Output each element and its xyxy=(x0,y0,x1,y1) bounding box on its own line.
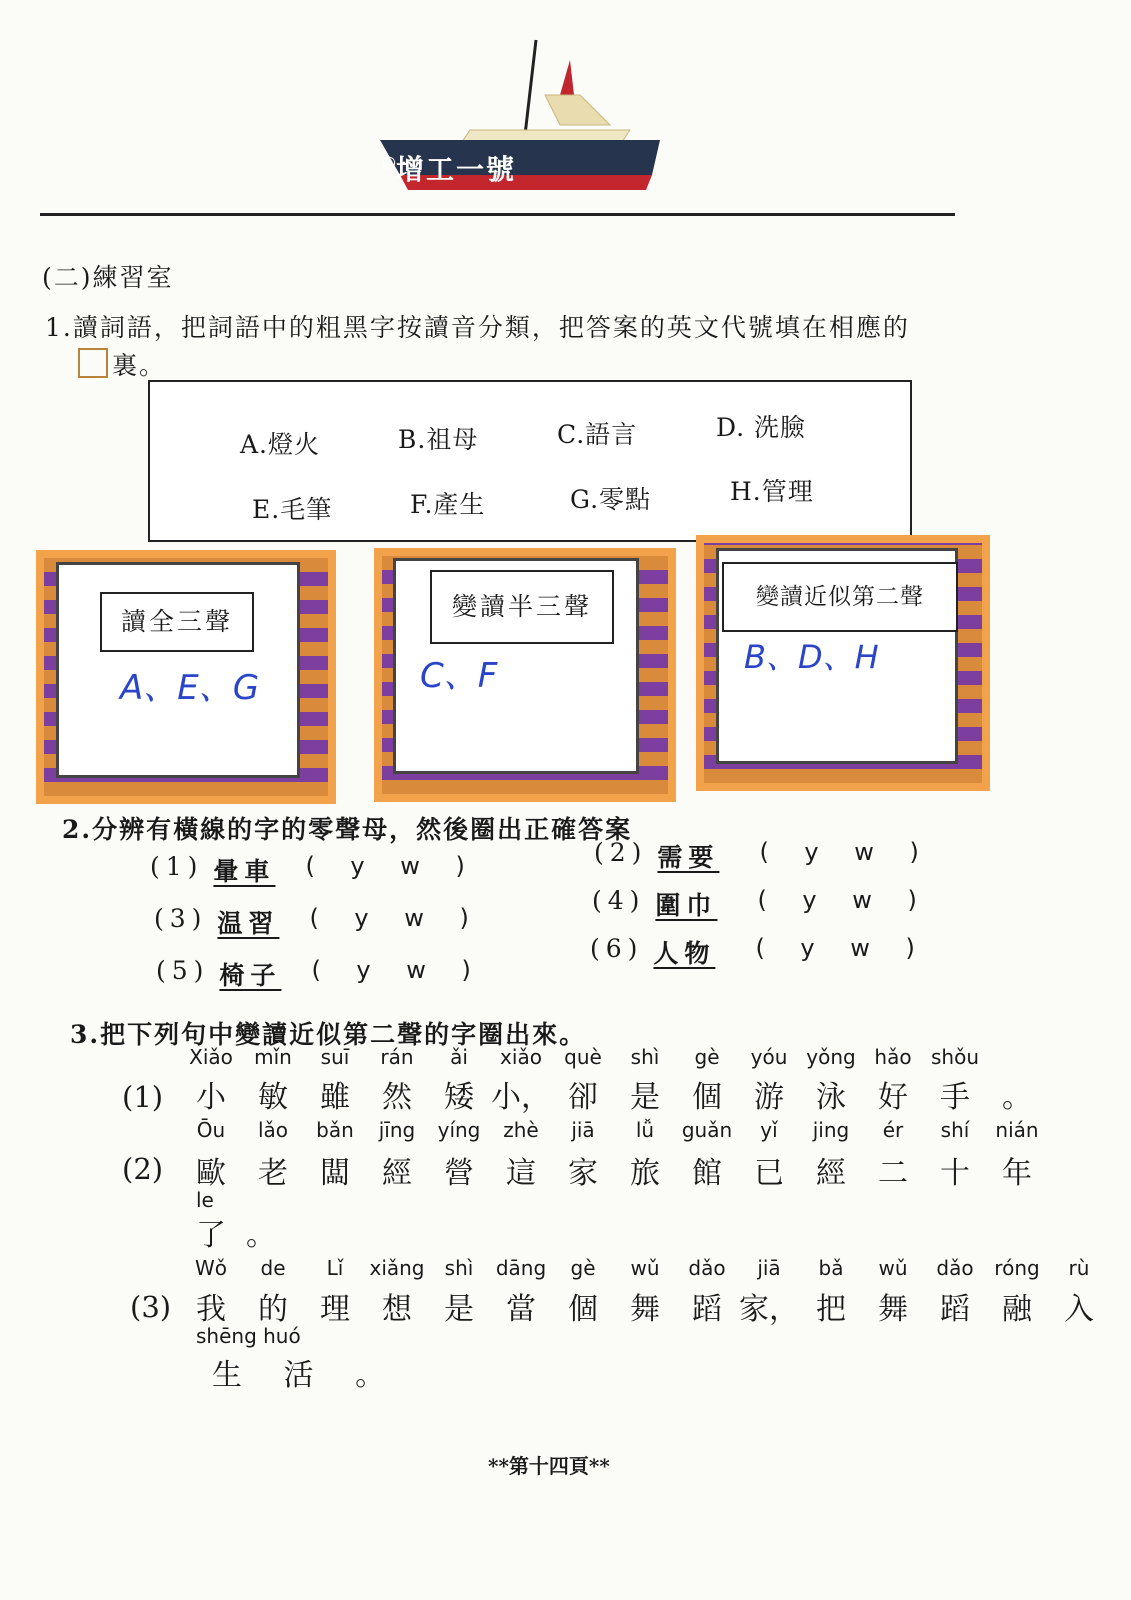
pinyin: shǒu xyxy=(930,1045,979,1069)
hanzi: 把 xyxy=(816,1292,846,1327)
q2-item-word: 圍巾 xyxy=(655,891,718,920)
hanzi: 雖 xyxy=(320,1080,350,1115)
pinyin: ér xyxy=(882,1118,904,1142)
pinyin: wǔ xyxy=(878,1256,908,1280)
pinyin: dǎo xyxy=(688,1256,726,1280)
hanzi: 的 xyxy=(258,1292,288,1327)
pinyin: yíng xyxy=(437,1118,481,1142)
hanzi: 營 xyxy=(444,1156,474,1191)
q2-item-1 xyxy=(150,852,479,888)
pinyin: xiǎo xyxy=(500,1045,542,1069)
hanzi: 是 xyxy=(630,1080,660,1115)
category-answer-1: A、E、G xyxy=(120,668,260,708)
q2-item-choice: ( y w ) xyxy=(757,886,931,914)
s1-pinyin-row xyxy=(180,1045,986,1069)
pinyin: mǐn xyxy=(254,1045,292,1069)
hanzi: 經 xyxy=(382,1156,412,1191)
q2-item-choice: ( y w ) xyxy=(755,934,929,962)
hanzi: 旅 xyxy=(630,1156,660,1191)
pinyin: xiǎng xyxy=(369,1256,425,1280)
q3-instruction: 3.把下列句中變讀近似第二聲的字圈出來。 xyxy=(70,1020,587,1049)
pinyin: yǒng xyxy=(806,1045,856,1069)
hanzi: 小， xyxy=(491,1080,551,1115)
hanzi: 已 xyxy=(754,1156,784,1191)
q2-item-4 xyxy=(592,886,931,922)
hanzi: 闆 xyxy=(320,1156,350,1191)
pinyin: wǔ xyxy=(630,1256,660,1280)
q2-item-word: 椅子 xyxy=(219,961,282,990)
pinyin: nián xyxy=(995,1118,1039,1142)
hanzi: 是 xyxy=(444,1292,474,1327)
pinyin: rù xyxy=(1068,1256,1090,1280)
option-b: B.祖母 xyxy=(398,425,479,454)
hanzi: 好 xyxy=(878,1080,908,1115)
hanzi: 。 xyxy=(1002,1080,1032,1115)
q2-item-num: (4) xyxy=(592,886,646,915)
header-divider xyxy=(40,213,955,216)
q1-instruction-cont: 裏。 xyxy=(112,351,167,380)
hanzi: 泳 xyxy=(816,1080,846,1115)
hanzi: 當 xyxy=(506,1292,536,1327)
hanzi: 二 xyxy=(878,1156,908,1191)
category-answer-2: C、F xyxy=(420,656,498,696)
pinyin: bǎn xyxy=(316,1118,354,1142)
pinyin: Ōu xyxy=(196,1118,226,1142)
q2-item-5 xyxy=(156,956,485,992)
category-answer-3: B、D、H xyxy=(744,638,879,676)
pinyin: hǎo xyxy=(874,1045,912,1069)
pinyin: shí xyxy=(940,1118,970,1142)
hanzi: 老 xyxy=(258,1156,288,1191)
q2-item-num: (2) xyxy=(594,838,648,867)
pinyin: bǎ xyxy=(818,1256,844,1280)
s2-pinyin-row xyxy=(180,1118,1048,1142)
s2-num: (2) xyxy=(122,1152,164,1186)
s1-hanzi-row xyxy=(180,1072,1048,1116)
banner-bullet: ○ xyxy=(382,152,396,171)
option-f: F.產生 xyxy=(410,490,486,519)
hanzi: 融 xyxy=(1002,1292,1032,1327)
hanzi: 敏 xyxy=(258,1080,288,1115)
q2-item-3 xyxy=(154,904,483,940)
pinyin: yóu xyxy=(750,1045,788,1069)
option-a: A.燈火 xyxy=(240,430,321,459)
s2-pinyin-cont: le xyxy=(196,1188,214,1212)
banner-title: 增工一號 xyxy=(396,153,517,186)
q2-item-num: (6) xyxy=(590,934,644,963)
hanzi: 個 xyxy=(568,1292,598,1327)
pinyin: guǎn xyxy=(681,1118,733,1142)
hanzi: 想 xyxy=(382,1292,412,1327)
pinyin: lǎo xyxy=(257,1118,289,1142)
q2-item-num: (5) xyxy=(156,956,210,985)
hanzi: 入 xyxy=(1064,1292,1094,1327)
hanzi: 矮 xyxy=(444,1080,474,1115)
hanzi: 游 xyxy=(754,1080,784,1115)
category-label-3: 變讀近似第二聲 xyxy=(722,562,958,632)
q2-item-word: 需要 xyxy=(657,843,720,872)
pinyin: jiā xyxy=(757,1256,781,1280)
q2-item-6 xyxy=(590,934,929,970)
pinyin: gè xyxy=(694,1045,720,1069)
hanzi: 卻 xyxy=(568,1080,598,1115)
q2-instruction: 2.分辨有橫線的字的零聲母，然後圈出正確答案 xyxy=(62,815,633,844)
hanzi: 小 xyxy=(196,1080,226,1115)
hanzi: 蹈 xyxy=(940,1292,970,1327)
answer-box-icon xyxy=(78,348,108,378)
pinyin: jīng xyxy=(378,1118,416,1142)
hanzi: 然 xyxy=(382,1080,412,1115)
pinyin: róng xyxy=(994,1256,1040,1280)
s3-hanzi-cont: 生 活 。 xyxy=(212,1358,402,1393)
s2-hanzi-cont: 了。 xyxy=(196,1218,296,1253)
pinyin: Lǐ xyxy=(326,1256,344,1280)
pinyin: lǚ xyxy=(635,1118,655,1142)
q2-item-num: (3) xyxy=(154,904,208,933)
q2-item-choice: ( y w ) xyxy=(759,838,933,866)
pinyin: gè xyxy=(570,1256,596,1280)
pinyin: jiā xyxy=(571,1118,595,1142)
hanzi: 館 xyxy=(692,1156,722,1191)
category-label-2: 變讀半三聲 xyxy=(430,570,614,644)
q2-item-word: 暈車 xyxy=(213,857,276,886)
s3-pinyin-row xyxy=(180,1256,1110,1280)
s3-pinyin-cont: shēng huó xyxy=(196,1324,301,1348)
pinyin: dāng xyxy=(495,1256,547,1280)
section-heading: (二)練習室 xyxy=(42,263,174,292)
option-e: E.毛筆 xyxy=(252,495,333,524)
pinyin: jing xyxy=(812,1118,850,1142)
hanzi: 家， xyxy=(739,1292,799,1327)
hanzi: 理 xyxy=(320,1292,350,1327)
hanzi: 家 xyxy=(568,1156,598,1191)
q1-instruction: 1.讀詞語，把詞語中的粗黑字按讀音分類，把答案的英文代號填在相應的 xyxy=(45,313,910,342)
q2-item-choice: ( y w ) xyxy=(305,852,479,880)
q2-item-choice: ( y w ) xyxy=(311,956,485,984)
s2-hanzi-row xyxy=(180,1148,1048,1192)
pinyin: Wǒ xyxy=(194,1256,227,1280)
q2-item-2 xyxy=(594,838,933,874)
pinyin: què xyxy=(564,1045,602,1069)
hanzi: 歐 xyxy=(196,1156,226,1191)
pinyin: de xyxy=(260,1256,286,1280)
pinyin: dǎo xyxy=(936,1256,974,1280)
q2-item-choice: ( y w ) xyxy=(309,904,483,932)
s3-num: (3) xyxy=(130,1290,172,1324)
pinyin: Xiǎo xyxy=(189,1045,233,1069)
pinyin: rán xyxy=(380,1045,414,1069)
q2-item-word: 温習 xyxy=(217,909,280,938)
pinyin: yǐ xyxy=(760,1118,778,1142)
s1-num: (1) xyxy=(122,1080,164,1114)
hanzi: 年 xyxy=(1002,1156,1032,1191)
q2-item-num: (1) xyxy=(150,852,204,881)
option-g: G.零點 xyxy=(570,485,652,514)
hanzi: 個 xyxy=(692,1080,722,1115)
hanzi: 我 xyxy=(196,1292,226,1327)
option-c: C.語言 xyxy=(557,420,638,449)
hanzi: 舞 xyxy=(630,1292,660,1327)
option-h: H.管理 xyxy=(730,477,814,506)
q2-item-word: 人物 xyxy=(653,939,716,968)
option-d: D. 洗臉 xyxy=(716,413,807,442)
hanzi: 蹈 xyxy=(692,1292,722,1327)
pinyin: shì xyxy=(630,1045,660,1069)
hanzi: 手 xyxy=(940,1080,970,1115)
hanzi: 舞 xyxy=(878,1292,908,1327)
pinyin: ǎi xyxy=(450,1045,468,1069)
s3-hanzi-row xyxy=(180,1284,1110,1328)
pinyin: zhè xyxy=(503,1118,539,1142)
hanzi: 十 xyxy=(940,1156,970,1191)
category-label-1: 讀全三聲 xyxy=(100,592,254,652)
pinyin: suī xyxy=(320,1045,350,1069)
pinyin: shì xyxy=(444,1256,474,1280)
page-number: **第十四頁** xyxy=(488,1454,610,1478)
hanzi: 經 xyxy=(816,1156,846,1191)
hanzi: 這 xyxy=(506,1156,536,1191)
